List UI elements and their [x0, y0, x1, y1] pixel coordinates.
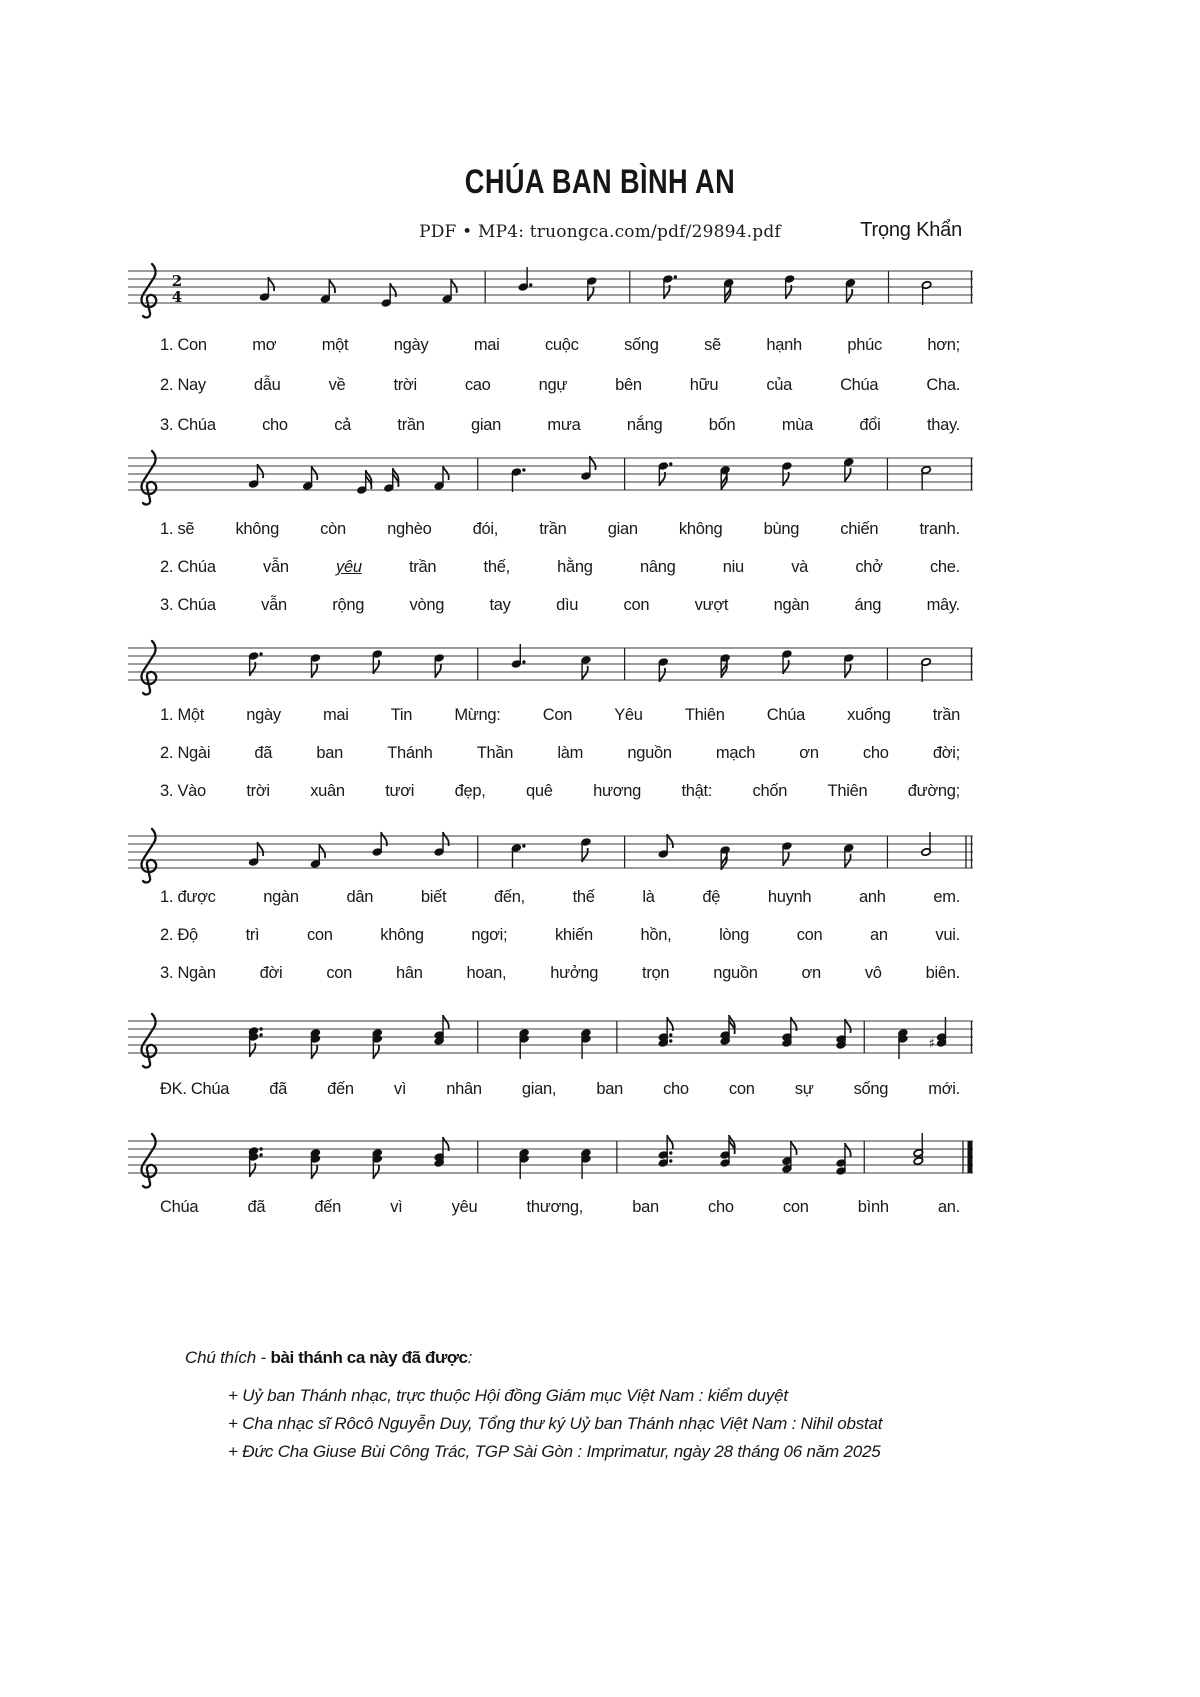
- lyric-line: [160, 926, 960, 945]
- lyric-word: vui.: [935, 926, 960, 944]
- chord-note: [898, 1029, 908, 1059]
- lyric-line: [160, 596, 960, 615]
- lyric-word: 3. Chúa: [160, 416, 216, 434]
- augmentation-dot: [522, 468, 525, 471]
- lyric-word: con: [782, 1198, 809, 1216]
- lyric-word: ĐK. Chúa: [160, 1080, 230, 1098]
- lyric-word: phúc: [847, 336, 882, 354]
- note: [372, 650, 382, 674]
- lyric-line: [160, 888, 960, 907]
- chord-note: [519, 1029, 529, 1059]
- lyric-word: hồn,: [640, 926, 672, 944]
- lyric-word: đến,: [493, 888, 525, 906]
- lyric-word: ơn: [799, 744, 819, 762]
- note: [921, 658, 931, 682]
- chord-note: [310, 1149, 320, 1179]
- lyric-word: là: [642, 888, 655, 906]
- note: [581, 456, 596, 480]
- lyric-word: ban: [596, 1080, 623, 1098]
- composer-name: Trọng Khẩn: [860, 219, 962, 241]
- augmentation-dot: [259, 1027, 262, 1030]
- lyric-word: ban: [632, 1198, 659, 1216]
- lyric-line: [160, 558, 960, 577]
- lyric-word: ngự: [538, 376, 568, 394]
- lyric-line: [160, 706, 960, 725]
- lyric-word: bốn: [708, 416, 736, 434]
- lyric-word: ngày: [246, 706, 281, 724]
- lyric-word: chốn: [752, 782, 788, 800]
- lyric-word: 3. Ngàn: [160, 964, 216, 982]
- lyric-word: 1. Con: [160, 336, 207, 354]
- lyric-word: Con: [542, 706, 573, 724]
- treble-clef-icon: [142, 264, 157, 317]
- note: [434, 654, 444, 678]
- note: [320, 279, 335, 303]
- note: [248, 842, 263, 866]
- staff-svg: [128, 253, 973, 323]
- lyric-word: đường;: [907, 782, 960, 800]
- lyric-word: gian: [471, 416, 502, 434]
- music-staff: [128, 818, 973, 888]
- lyric-word: Mừng:: [454, 706, 501, 724]
- augmentation-dot: [259, 1153, 262, 1156]
- staff-svg: [128, 818, 973, 888]
- note: [720, 466, 730, 490]
- note: [720, 654, 730, 678]
- lyric-word: đời;: [932, 744, 960, 762]
- lyric-word: cho: [262, 416, 288, 434]
- lyric-word: trần: [409, 558, 437, 576]
- chord-note: [720, 1135, 735, 1167]
- lyric-word: hơn;: [927, 336, 960, 354]
- lyric-word: vòng: [409, 596, 445, 614]
- lyric-line: [160, 1198, 960, 1217]
- lyric-word: Chúa: [766, 706, 805, 724]
- lyric-word: 2. Độ: [160, 926, 198, 944]
- augmentation-dot: [669, 462, 672, 465]
- augmentation-dot: [522, 844, 525, 847]
- lyric-word: ngơi;: [471, 926, 508, 944]
- final-barline-thick: [968, 1141, 973, 1173]
- lyric-word: Thánh: [387, 744, 433, 762]
- lyric-word: mơ: [252, 336, 277, 354]
- lyric-word: cao: [464, 376, 491, 394]
- chord-note: [310, 1029, 320, 1059]
- lyric-word: xuân: [310, 782, 345, 800]
- lyric-word: hạnh: [766, 336, 802, 354]
- note: [310, 844, 325, 868]
- lyric-word: an.: [937, 1198, 960, 1216]
- lyric-word: nguồn: [627, 744, 672, 762]
- note: [921, 281, 931, 305]
- lyric-line: [160, 1080, 960, 1099]
- lyric-word: cả: [334, 416, 352, 434]
- augmentation-dot: [259, 1033, 262, 1036]
- footnote-strong: bài thánh ca này đã được: [270, 1348, 468, 1367]
- lyric-word: đổi: [859, 416, 881, 434]
- lyric-word: dẫu: [253, 376, 281, 394]
- lyric-word: con: [728, 1080, 755, 1098]
- note: [844, 844, 854, 868]
- lyric-line: [160, 416, 960, 435]
- lyric-word: 1. Một: [160, 706, 205, 724]
- lyric-word: mây.: [926, 596, 960, 614]
- chord-note: [658, 1135, 673, 1167]
- lyric-word: Thiên: [684, 706, 725, 724]
- lyric-word: Tin: [390, 706, 413, 724]
- lyric-word: còn: [320, 520, 346, 538]
- treble-clef-icon: [142, 641, 157, 694]
- lyric-word: dân: [346, 888, 374, 906]
- lyric-word: trời: [393, 376, 417, 394]
- lyric-line: [160, 376, 960, 395]
- footnote-line: + Đức Cha Giuse Bùi Công Trác, TGP Sài Gòn : Imprimatur, ngày 28 tháng 06 năm 2025: [228, 1442, 881, 1461]
- lyric-word: con: [306, 926, 333, 944]
- lyric-word: nguồn: [713, 964, 758, 982]
- note: [845, 279, 855, 303]
- augmentation-dot: [259, 1147, 262, 1150]
- lyric-word: yêu: [336, 558, 362, 576]
- lyric-word: thế,: [483, 558, 510, 576]
- lyric-word: không: [380, 926, 424, 944]
- lyric-word: ơn: [801, 964, 821, 982]
- lyric-word: an: [870, 926, 888, 944]
- lyric-word: yêu: [451, 1198, 478, 1216]
- flag: [588, 287, 594, 301]
- flag: [845, 468, 851, 482]
- lyric-word: chiến: [840, 520, 879, 538]
- music-staff: [128, 1003, 973, 1073]
- lyric-word: bên: [615, 376, 642, 394]
- lyric-word: lòng: [719, 926, 750, 944]
- chord-note: [836, 1143, 851, 1175]
- lyric-word: không: [235, 520, 279, 538]
- flag: [845, 854, 851, 868]
- lyric-word: đến: [327, 1080, 354, 1098]
- flag: [312, 1165, 318, 1179]
- lyric-word: của: [766, 376, 793, 394]
- music-staff: [128, 440, 973, 510]
- lyric-word: biên.: [925, 964, 960, 982]
- lyric-word: sống: [853, 1080, 889, 1098]
- lyric-word: ngày: [393, 336, 429, 354]
- note: [844, 654, 854, 678]
- augmentation-dot: [669, 1039, 672, 1042]
- chord-note: [581, 1149, 591, 1179]
- lyric-word: trì: [245, 926, 260, 944]
- lyric-word: vượt: [694, 596, 729, 614]
- lyric-line: [160, 782, 960, 801]
- lyric-word: áng: [854, 596, 882, 614]
- lyric-word: không: [678, 520, 723, 538]
- lyric-word: ban: [316, 744, 344, 762]
- footnote-label: Chú thích -: [185, 1348, 266, 1367]
- flag: [312, 664, 318, 678]
- time-signature-lower: 4: [171, 288, 183, 306]
- lyric-word: Chúa: [840, 376, 879, 394]
- staff-svg: [128, 630, 973, 700]
- augmentation-dot: [674, 275, 677, 278]
- sharp-icon: ♯: [928, 1036, 935, 1052]
- note: [921, 466, 931, 490]
- treble-clef-icon: [142, 451, 157, 504]
- lyric-word: trọn: [642, 964, 670, 982]
- lyric-line: [160, 744, 960, 763]
- flag: [373, 1045, 379, 1059]
- lyric-word: vẫn: [261, 596, 287, 614]
- note: [720, 846, 730, 870]
- lyric-word: đã: [254, 744, 273, 762]
- note: [581, 656, 591, 680]
- flag: [783, 852, 789, 866]
- lyric-word: tươi: [385, 782, 415, 800]
- lyric-word: thế: [572, 888, 595, 906]
- note: [782, 650, 792, 674]
- lyric-word: ngàn: [773, 596, 810, 614]
- lyric-word: hoan,: [466, 964, 507, 982]
- lyric-word: mưa: [547, 416, 581, 434]
- lyric-word: nghèo: [387, 520, 432, 538]
- note: [303, 466, 318, 490]
- lyric-word: sẽ: [704, 336, 721, 354]
- note: [724, 279, 734, 303]
- lyric-word: thay.: [926, 416, 960, 434]
- lyric-word: sống: [624, 336, 659, 354]
- lyric-word: con: [796, 926, 823, 944]
- lyric-word: hữu: [689, 376, 719, 394]
- lyric-word: nắng: [626, 416, 663, 434]
- lyric-word: gian: [607, 520, 638, 538]
- note: [581, 838, 591, 862]
- chord-note: [929, 1017, 947, 1052]
- lyric-word: trời: [246, 782, 270, 800]
- lyric-word: mai: [473, 336, 500, 354]
- lyric-word: cho: [708, 1198, 734, 1216]
- lyric-word: và: [791, 558, 809, 576]
- lyric-word: Cha.: [926, 376, 960, 394]
- lyric-word: vẫn: [263, 558, 289, 576]
- note: [587, 277, 597, 301]
- note: [658, 834, 673, 858]
- lyric-word: Thiên: [827, 782, 868, 800]
- lyric-word: cho: [663, 1080, 689, 1098]
- flag: [791, 1141, 797, 1155]
- lyric-word: đệ: [702, 888, 721, 906]
- staff-svg: [128, 1003, 973, 1073]
- title-container: [0, 163, 1200, 202]
- note: [384, 468, 399, 492]
- lyric-word: trần: [539, 520, 567, 538]
- lyric-word: con: [326, 964, 353, 982]
- lyric-word: một: [321, 336, 349, 354]
- lyric-word: thật:: [681, 782, 713, 800]
- lyric-word: con: [623, 596, 650, 614]
- chord-note: [372, 1149, 382, 1179]
- augmentation-dot: [669, 1159, 672, 1162]
- flag: [319, 844, 325, 858]
- lyric-word: sự: [794, 1080, 814, 1098]
- lyric-word: Chúa: [160, 1198, 199, 1216]
- lyric-word: tay: [489, 596, 511, 614]
- note: [658, 658, 668, 682]
- augmentation-dot: [259, 652, 262, 655]
- flag: [847, 289, 853, 303]
- lyric-word: huynh: [767, 888, 812, 906]
- lyric-word: gian,: [521, 1080, 557, 1098]
- note: [259, 277, 274, 301]
- flag: [443, 1015, 449, 1029]
- lyric-word: bùng: [763, 520, 800, 538]
- lyric-word: 2. Nay: [160, 376, 206, 394]
- note: [511, 844, 525, 868]
- lyric-word: đã: [247, 1198, 266, 1216]
- lyric-word: trần: [932, 706, 960, 724]
- lyric-word: mới.: [928, 1080, 960, 1098]
- pdf-mp4-link-text: PDF • MP4: truongca.com/pdf/29894.pdf: [419, 222, 781, 242]
- augmentation-dot: [522, 660, 525, 663]
- lyric-word: nhân: [446, 1080, 482, 1098]
- lyric-word: bình: [857, 1198, 889, 1216]
- chord-note: [720, 1015, 735, 1045]
- lyric-word: quê: [525, 782, 553, 800]
- lyric-word: làm: [557, 744, 584, 762]
- treble-clef-icon: [142, 1134, 157, 1187]
- lyric-word: cho: [862, 744, 889, 762]
- augmentation-dot: [529, 283, 532, 286]
- lyric-word: mùa: [781, 416, 814, 434]
- lyric-word: rộng: [332, 596, 365, 614]
- augmentation-dot: [669, 1033, 672, 1036]
- flag: [451, 279, 457, 293]
- flag: [312, 466, 318, 480]
- music-staff: [128, 630, 973, 700]
- treble-clef-icon: [142, 1014, 157, 1067]
- flag: [443, 466, 449, 480]
- treble-clef-icon: [142, 829, 157, 882]
- lyric-word: 2. Ngài: [160, 744, 211, 762]
- flag: [667, 1135, 673, 1149]
- flag: [329, 279, 335, 293]
- lyric-word: 3. Vào: [160, 782, 206, 800]
- lyric-word: 2. Chúa: [160, 558, 216, 576]
- lyric-word: tranh.: [919, 520, 960, 538]
- lyric-line: [160, 520, 960, 539]
- chord-note: [581, 1029, 591, 1059]
- chord-note: [434, 1015, 449, 1045]
- time-signature-upper: 2: [171, 272, 183, 290]
- lyric-word: mạch: [715, 744, 756, 762]
- lyric-word: niu: [722, 558, 744, 576]
- lyric-word: Thần: [476, 744, 514, 762]
- note: [248, 464, 263, 488]
- staff-svg: [128, 440, 973, 510]
- lyric-word: trần: [397, 416, 425, 434]
- lyric-word: đến: [314, 1198, 342, 1216]
- lyric-line: [160, 964, 960, 983]
- lyric-word: biết: [420, 888, 447, 906]
- flag: [582, 666, 588, 680]
- lyric-word: 3. Chúa: [160, 596, 216, 614]
- lyric-word: Yêu: [614, 706, 643, 724]
- note: [844, 458, 854, 482]
- music-staff: [128, 1123, 973, 1193]
- note: [434, 466, 449, 490]
- note: [442, 279, 457, 303]
- augmentation-dot: [669, 1151, 672, 1154]
- note: [511, 468, 525, 492]
- music-staff: [128, 253, 973, 323]
- lyric-word: vì: [390, 1198, 403, 1216]
- lyric-word: hưởng: [550, 964, 599, 982]
- footnote-colon: :: [467, 1348, 473, 1367]
- page-title: CHÚA BAN BÌNH AN: [464, 163, 736, 201]
- lyric-word: 1. được: [160, 888, 216, 906]
- lyric-word: đói,: [472, 520, 499, 538]
- lyric-word: em.: [933, 888, 960, 906]
- lyric-word: đời: [259, 964, 283, 982]
- lyric-word: ngàn: [263, 888, 299, 906]
- lyric-word: dìu: [556, 596, 579, 614]
- lyric-word: xuống: [847, 706, 891, 724]
- lyric-word: nâng: [639, 558, 676, 576]
- flag: [845, 1143, 851, 1157]
- flag: [312, 1045, 318, 1059]
- footnote-line: + Uỷ ban Thánh nhạc, trực thuộc Hội đồng Giám mục Việt Nam : kiểm duyệt: [228, 1386, 788, 1405]
- lyric-word: hương: [593, 782, 641, 800]
- chord-note: [372, 1029, 382, 1059]
- note: [310, 654, 320, 678]
- lyric-word: mai: [322, 706, 349, 724]
- flag: [435, 664, 441, 678]
- lyric-word: thương,: [526, 1198, 583, 1216]
- lyric-word: khiến: [554, 926, 593, 944]
- lyric-word: chở: [855, 558, 883, 576]
- chord-note: [519, 1149, 529, 1179]
- note: [782, 842, 792, 866]
- lyric-word: che.: [929, 558, 960, 576]
- lyric-word: đẹp,: [454, 782, 486, 800]
- lyric-word: vô: [864, 964, 882, 982]
- lyric-word: đã: [269, 1080, 288, 1098]
- flag: [845, 664, 851, 678]
- lyric-word: 1. sẽ: [160, 520, 195, 538]
- lyric-line: [160, 336, 960, 355]
- lyric-word: hân: [395, 964, 423, 982]
- footnote-heading: [185, 1348, 472, 1368]
- footnote-line: + Cha nhạc sĩ Rôcô Nguyễn Duy, Tổng thư ký Uỷ ban Thánh nhạc Việt Nam : Nihil obstat: [228, 1414, 883, 1433]
- lyric-word: anh: [859, 888, 886, 906]
- staff-svg: [128, 1123, 973, 1193]
- flag: [373, 1165, 379, 1179]
- lyric-word: cuộc: [544, 336, 579, 354]
- lyric-word: về: [328, 376, 346, 394]
- lyric-word: hằng: [557, 558, 593, 576]
- lyric-word: vì: [393, 1080, 407, 1098]
